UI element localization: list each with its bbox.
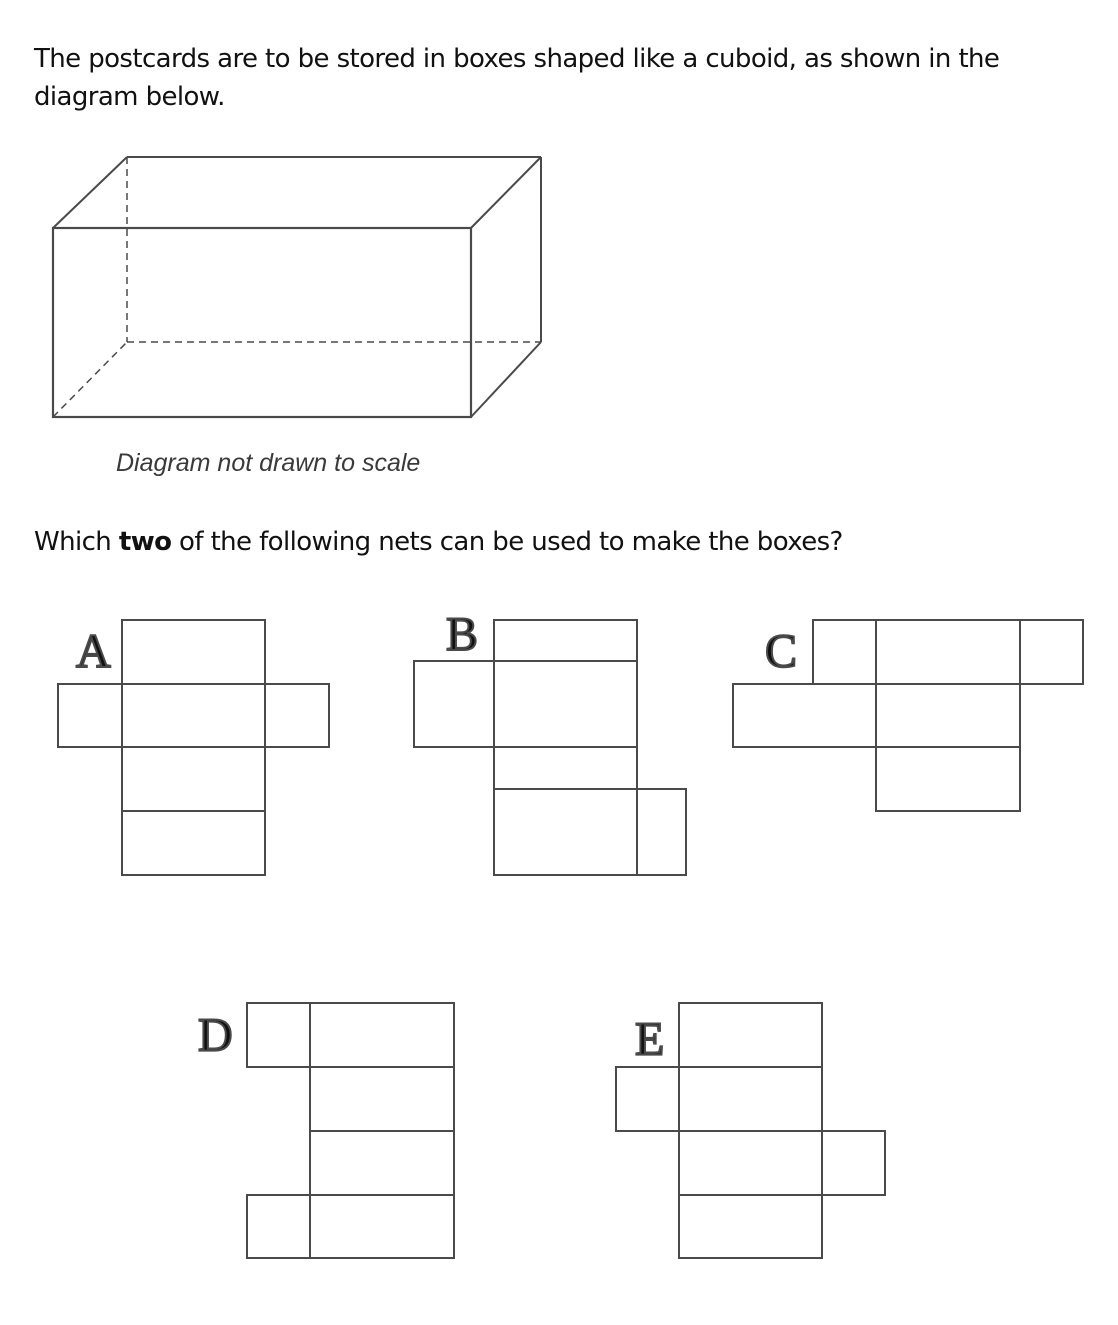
net-face [679, 1195, 822, 1258]
net-face [679, 1003, 822, 1067]
question-prefix: Which [34, 527, 119, 557]
net-face [494, 661, 637, 747]
cuboid-front-face [53, 228, 471, 417]
cuboid-hidden-edges [53, 157, 541, 417]
diagram-caption: Diagram not drawn to scale [116, 449, 421, 477]
net-face [310, 1131, 454, 1195]
cuboid-top-left-edge [53, 157, 127, 228]
net-face [876, 747, 1020, 811]
net-face [58, 684, 122, 747]
net-face [876, 620, 1020, 684]
net-face [876, 684, 1020, 747]
question-text [34, 523, 843, 561]
cuboid-hidden-left-bottom-edge [53, 342, 127, 417]
net-face [813, 620, 876, 684]
cuboid-bottom-right-edge [471, 342, 541, 417]
net-face [122, 811, 265, 875]
net-c-label: C [765, 625, 798, 678]
net-face [310, 1003, 454, 1067]
intro-line-2: diagram below. [34, 82, 225, 112]
net-face [247, 1195, 310, 1258]
net-b-label: B [446, 608, 479, 661]
question-emphasis: two [118, 527, 172, 557]
net-face [414, 661, 494, 747]
net-face [310, 1067, 454, 1131]
cuboid-top-right-edge [471, 157, 541, 228]
net-face [122, 620, 265, 684]
net-e-label: E [635, 1013, 665, 1066]
net-face [122, 684, 265, 747]
net-a-label: A [76, 625, 111, 678]
intro-line-1: The postcards are to be stored in boxes shaped like a cuboid, as shown in the [34, 44, 1000, 74]
net-face [310, 1195, 454, 1258]
question-suffix: of the following nets can be used to make the boxes? [171, 527, 843, 557]
net-face [122, 747, 265, 811]
net-a[interactable] [58, 620, 329, 875]
net-e[interactable] [616, 1003, 885, 1258]
net-c[interactable] [733, 620, 1083, 811]
net-face [265, 684, 329, 747]
net-face [494, 789, 637, 875]
net-face [733, 684, 876, 747]
net-face [679, 1067, 822, 1131]
net-b[interactable] [414, 608, 686, 875]
net-face [616, 1067, 679, 1131]
net-face [679, 1131, 822, 1195]
net-face [637, 789, 686, 875]
net-face [822, 1131, 885, 1195]
net-d-label: D [198, 1009, 233, 1062]
net-d[interactable] [198, 1003, 454, 1258]
net-face [494, 620, 637, 661]
net-face [494, 747, 637, 789]
cuboid-diagram [53, 157, 541, 417]
net-face [247, 1003, 310, 1067]
net-face [1020, 620, 1083, 684]
